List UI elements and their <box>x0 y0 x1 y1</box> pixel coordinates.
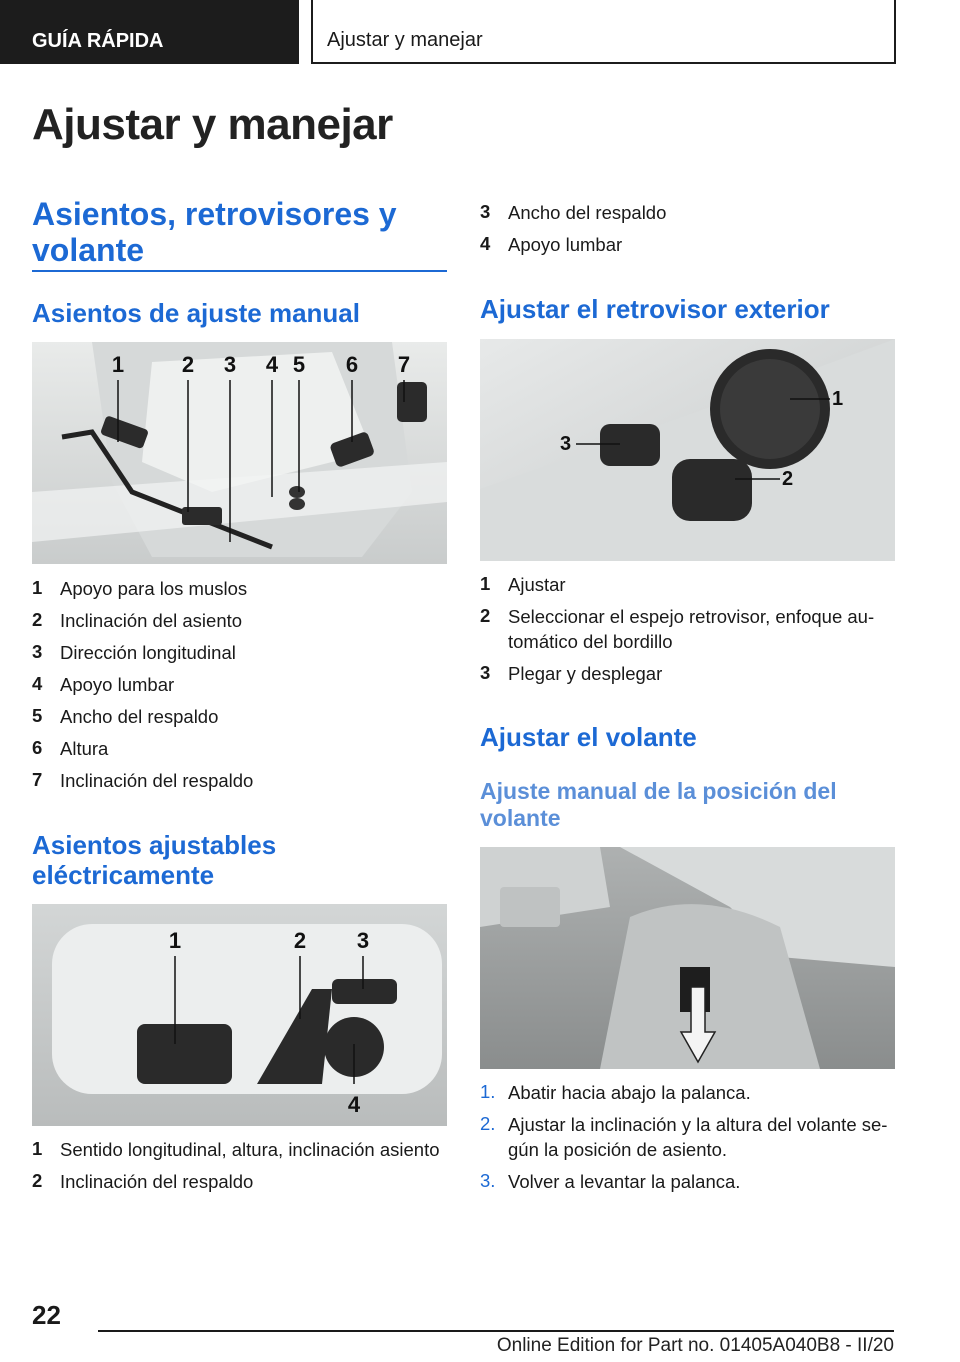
list-item <box>32 1133 447 1165</box>
item-number: 5 <box>32 705 43 726</box>
callout-4: 4 <box>265 352 279 377</box>
item-text: Dirección longitudinal <box>60 642 236 663</box>
list-item <box>480 228 895 260</box>
list-item <box>480 196 895 228</box>
item-text: Inclinación del asiento <box>60 610 243 631</box>
item-number: 7 <box>32 769 43 790</box>
electric-seats-heading: Asientos ajustables eléctricamente <box>32 830 277 890</box>
item-number: 3 <box>480 201 491 222</box>
step-text: Volver a levantar la palanca. <box>508 1171 741 1192</box>
electric-seat-legend-continued <box>480 196 895 260</box>
mirror-figure <box>480 339 895 561</box>
item-number: 1 <box>480 573 491 594</box>
wheel-steps <box>480 1076 895 1197</box>
footer-rule <box>98 1330 894 1332</box>
list-item <box>32 1165 447 1197</box>
list-item <box>32 668 447 700</box>
wheel-heading: Ajustar el volante <box>480 722 697 752</box>
electric-seat-figure <box>32 904 447 1126</box>
item-text: Seleccionar el espejo retrovisor, enfoque automático del bordillo <box>508 606 875 652</box>
manual-seats-heading: Asientos de ajuste manual <box>32 298 360 328</box>
step-item <box>480 1165 895 1197</box>
manual-seat-legend <box>32 572 447 796</box>
item-text: Ajustar <box>508 574 566 595</box>
item-text: Sentido longitudinal, altura, inclinación asiento <box>60 1139 440 1160</box>
item-number: 3 <box>32 641 43 662</box>
list-item <box>32 636 447 668</box>
list-item <box>32 732 447 764</box>
callout-7: 7 <box>397 352 411 377</box>
item-number: 2 <box>32 609 43 630</box>
callout-5: 5 <box>292 352 306 377</box>
list-item <box>480 657 895 689</box>
page-number: 22 <box>32 1300 61 1330</box>
step-number: 1. <box>480 1081 496 1102</box>
heading-rule <box>32 270 447 272</box>
callout-2: 2 <box>293 928 307 953</box>
manual-seat-figure <box>32 342 447 564</box>
callout-1: 1 <box>111 352 125 377</box>
mirror-legend <box>480 568 895 689</box>
page-title: Ajustar y manejar <box>32 100 393 149</box>
list-item <box>32 604 447 636</box>
item-text: Apoyo lumbar <box>60 674 175 695</box>
item-number: 3 <box>480 662 491 683</box>
callout-3: 3 <box>223 352 237 377</box>
section-tab[interactable]: GUÍA RÁPIDA <box>0 0 299 64</box>
item-text: Inclinación del respaldo <box>60 1171 254 1192</box>
step-text: Ajustar la inclinación y la altura del volante según la posición de asiento. <box>508 1114 888 1160</box>
step-number: 2. <box>480 1113 496 1134</box>
callout-6: 6 <box>345 352 359 377</box>
wheel-subheading: Ajuste manual de la posición del volante <box>480 778 837 831</box>
item-text: Apoyo lumbar <box>508 234 623 255</box>
callout-1: 1 <box>832 388 844 410</box>
callout-4: 4 <box>347 1092 361 1117</box>
item-number: 1 <box>32 577 43 598</box>
item-number: 2 <box>480 605 491 626</box>
item-number: 1 <box>32 1138 43 1159</box>
item-number: 2 <box>32 1170 43 1191</box>
electric-seat-legend <box>32 1133 447 1197</box>
steering-wheel-figure <box>480 847 895 1069</box>
step-text: Abatir hacia abajo la palanca. <box>508 1082 751 1103</box>
item-text: Apoyo para los muslos <box>60 578 248 599</box>
callout-3: 3 <box>356 928 370 953</box>
item-text: Ancho del respaldo <box>60 706 219 727</box>
item-number: 6 <box>32 737 43 758</box>
callout-3: 3 <box>560 433 572 455</box>
item-number: 4 <box>480 233 491 254</box>
item-text: Ancho del respaldo <box>508 202 667 223</box>
list-item <box>32 764 447 796</box>
callout-1: 1 <box>168 928 182 953</box>
breadcrumb: Ajustar y manejar <box>311 0 896 64</box>
list-item <box>32 572 447 604</box>
step-item <box>480 1108 895 1165</box>
callout-2: 2 <box>181 352 195 377</box>
list-item <box>480 568 895 600</box>
list-item <box>480 600 895 657</box>
edition-text: Online Edition for Part no. 01405A040B8 - II/20 <box>496 1335 894 1356</box>
item-text: Plegar y desplegar <box>508 663 663 684</box>
section-heading: Asientos, retrovisores y volante <box>32 196 397 268</box>
step-number: 3. <box>480 1170 496 1191</box>
mirror-heading: Ajustar el retrovisor exterior <box>480 294 830 324</box>
item-text: Inclinación del respaldo <box>60 770 254 791</box>
callout-2: 2 <box>782 468 794 490</box>
step-item <box>480 1076 895 1108</box>
list-item <box>32 700 447 732</box>
item-text: Altura <box>60 738 109 759</box>
item-number: 4 <box>32 673 43 694</box>
